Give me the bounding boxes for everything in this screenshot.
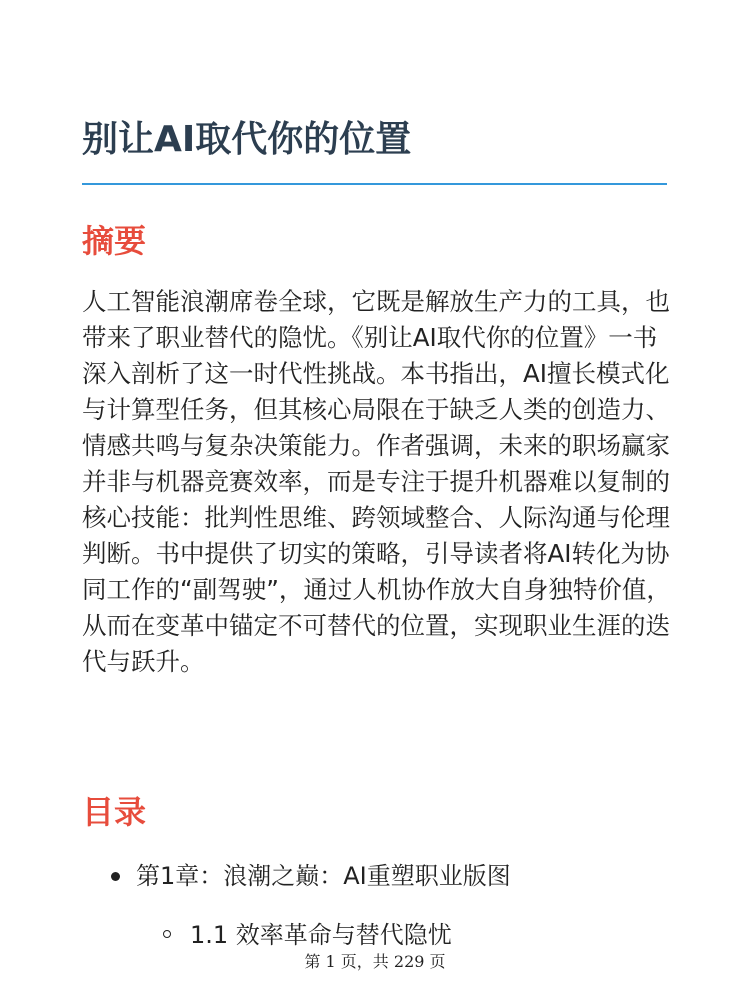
summary-paragraph: 人工智能浪潮席卷全球，它既是解放生产力的工具，也带来了职业替代的隐忧。《别让AI取代你的位置》一书深入剖析了这一时代性挑战。本书指出，AI擅长模式化与计算型任务，但其核心局限在于缺乏人类的创造力、情感共鸣与复杂决策能力。作者强调，未来的职场赢家并非与机器竞赛效率，而是专注于提升机器难以复制的核心技能：批判性思维、跨领域整合、人际沟通与伦理判断。书中提供了切实的策略，引导读者将AI转化为协同工作的“副驾驶”，通过人机协作放大自身独特价值，从而在变革中锚定不可替代的位置，实现职业生涯的迭代与跃升。 [82, 287, 671, 676]
toc-item-section-1-1[interactable]: 1.1 效率革命与替代隐忧 [190, 921, 452, 949]
title-divider [82, 183, 667, 185]
document-title: 别让AI取代你的位置 [82, 119, 412, 160]
page-footer: 第 1 页，共 229 页 [304, 952, 446, 971]
toc-item-chapter-1[interactable]: 第1章：浪潮之巅：AI重塑职业版图 [136, 862, 511, 890]
bullet-circle-icon [163, 930, 171, 938]
toc-heading: 目录 [82, 793, 147, 831]
bullet-disc-icon [111, 872, 120, 881]
summary-heading: 摘要 [82, 222, 147, 260]
